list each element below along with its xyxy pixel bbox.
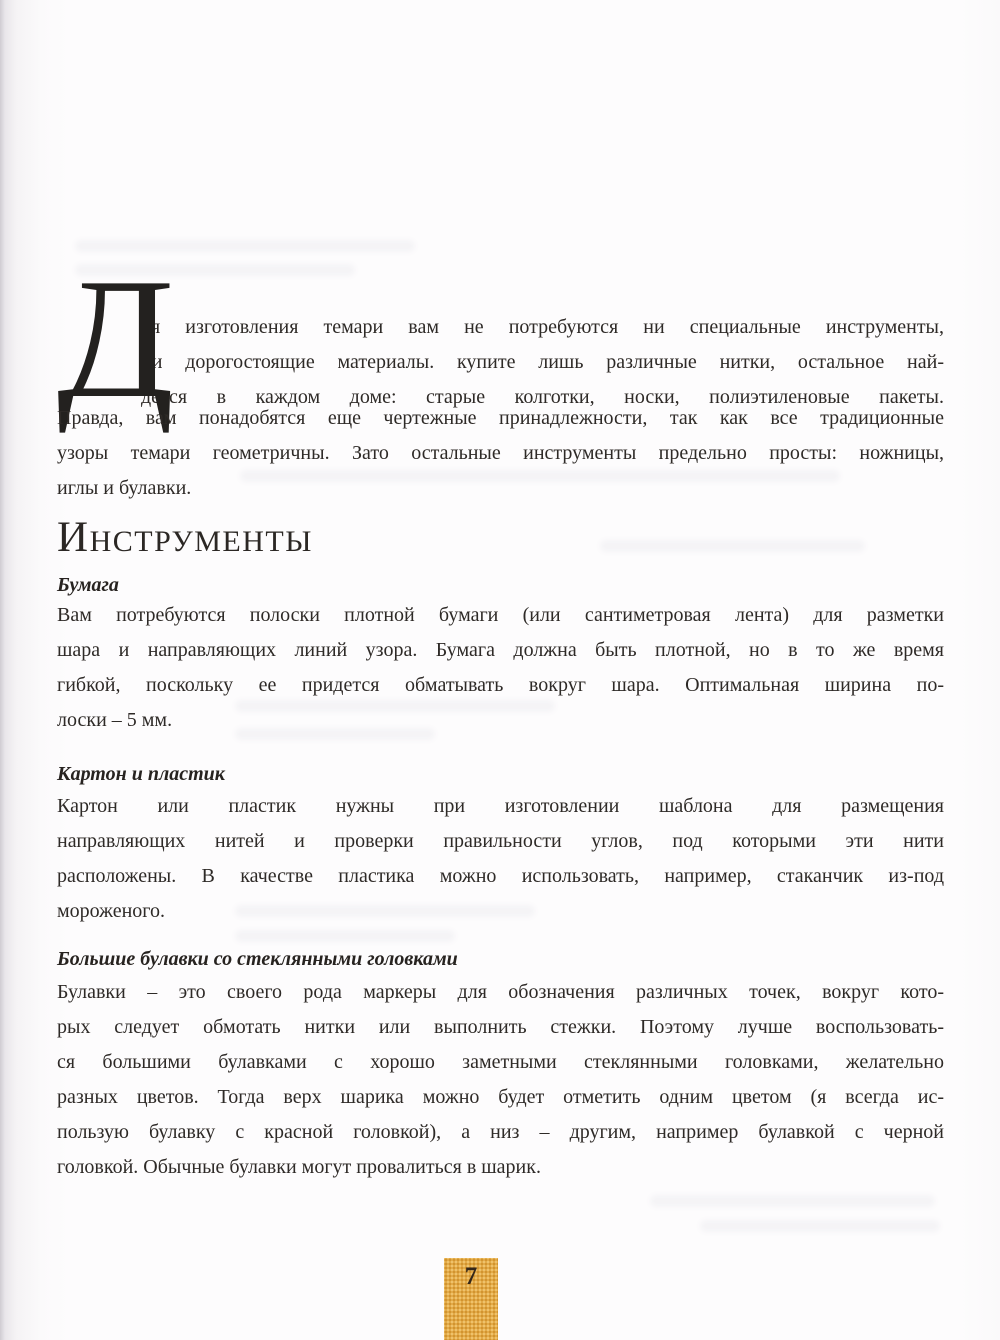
subsection-title-paper: Бумага	[57, 574, 119, 596]
body-line: направляющих нитей и проверки правильности углов, под которыми эти нити	[57, 830, 944, 852]
page-number: 7	[464, 1263, 478, 1290]
page-number-tab	[444, 1258, 498, 1340]
intro-line: дется в каждом доме: старые колготки, носки, полиэтиленовые пакеты.	[141, 386, 944, 408]
body-line: Картон или пластик нужны при изготовлении шаблона для размещения	[57, 795, 944, 817]
body-line: ся большими булавками с хорошо заметными стеклянными головками, желательно	[57, 1051, 944, 1073]
body-line: рых следует обмотать нитки или выполнить стежки. Поэтому лучше воспользовать-	[57, 1016, 944, 1038]
intro-paragraph-continued	[57, 401, 944, 506]
drop-cap-letter: Д	[57, 244, 175, 434]
body-line: шара и направляющих линий узора. Бумага должна быть плотной, но в то же время	[57, 639, 944, 661]
body-line: разных цветов. Тогда верх шарика можно будет отметить одним цветом (я всегда ис-	[57, 1086, 944, 1108]
body-line: расположены. В качестве пластика можно использовать, например, стаканчик из-под	[57, 865, 944, 887]
heading-initial: И	[57, 514, 90, 561]
bleed-smudge	[700, 1220, 940, 1232]
body-line: Вам потребуются полоски плотной бумаги (или сантиметровая лента) для разметки	[57, 604, 944, 626]
bleed-smudge	[235, 930, 455, 942]
intro-line: Правда, вам понадобятся еще чертежные принадлежности, так как все традиционные	[57, 407, 944, 429]
subsection-title-cardboard: Картон и пластик	[57, 763, 225, 785]
intro-line: иглы и булавки.	[57, 477, 192, 499]
body-line: Булавки – это своего рода маркеры для обозначения различных точек, вокруг кото-	[57, 981, 944, 1003]
paragraph-pins	[57, 975, 944, 1185]
intro-line: ля изготовления темари вам не потребуются ни специальные инструменты,	[141, 316, 944, 338]
intro-line: ни дорогостоящие материалы. купите лишь различные нитки, остальное най-	[141, 351, 944, 373]
body-line: гибкой, поскольку ее придется обматывать вокруг шара. Оптимальная ширина по-	[57, 674, 944, 696]
section-heading-tools	[57, 514, 313, 562]
subsection-title-pins: Большие булавки со стеклянными головками	[57, 948, 458, 970]
heading-rest: НСТРУМЕНТЫ	[89, 525, 313, 558]
body-line: головкой. Обычные булавки могут провалиться в шарик.	[57, 1156, 541, 1178]
body-line: мороженого.	[57, 900, 165, 922]
body-line: пользую булавку с красной головкой), а низ – другим, например булавкой с черной	[57, 1121, 944, 1143]
bleed-smudge	[650, 1195, 935, 1207]
bleed-smudge	[600, 540, 865, 552]
body-line: лоски – 5 мм.	[57, 709, 173, 731]
intro-line: узоры темари геометричны. Зато остальные инструменты предельно просты: ножницы,	[57, 442, 944, 464]
paragraph-cardboard	[57, 789, 944, 929]
paragraph-paper	[57, 598, 944, 738]
